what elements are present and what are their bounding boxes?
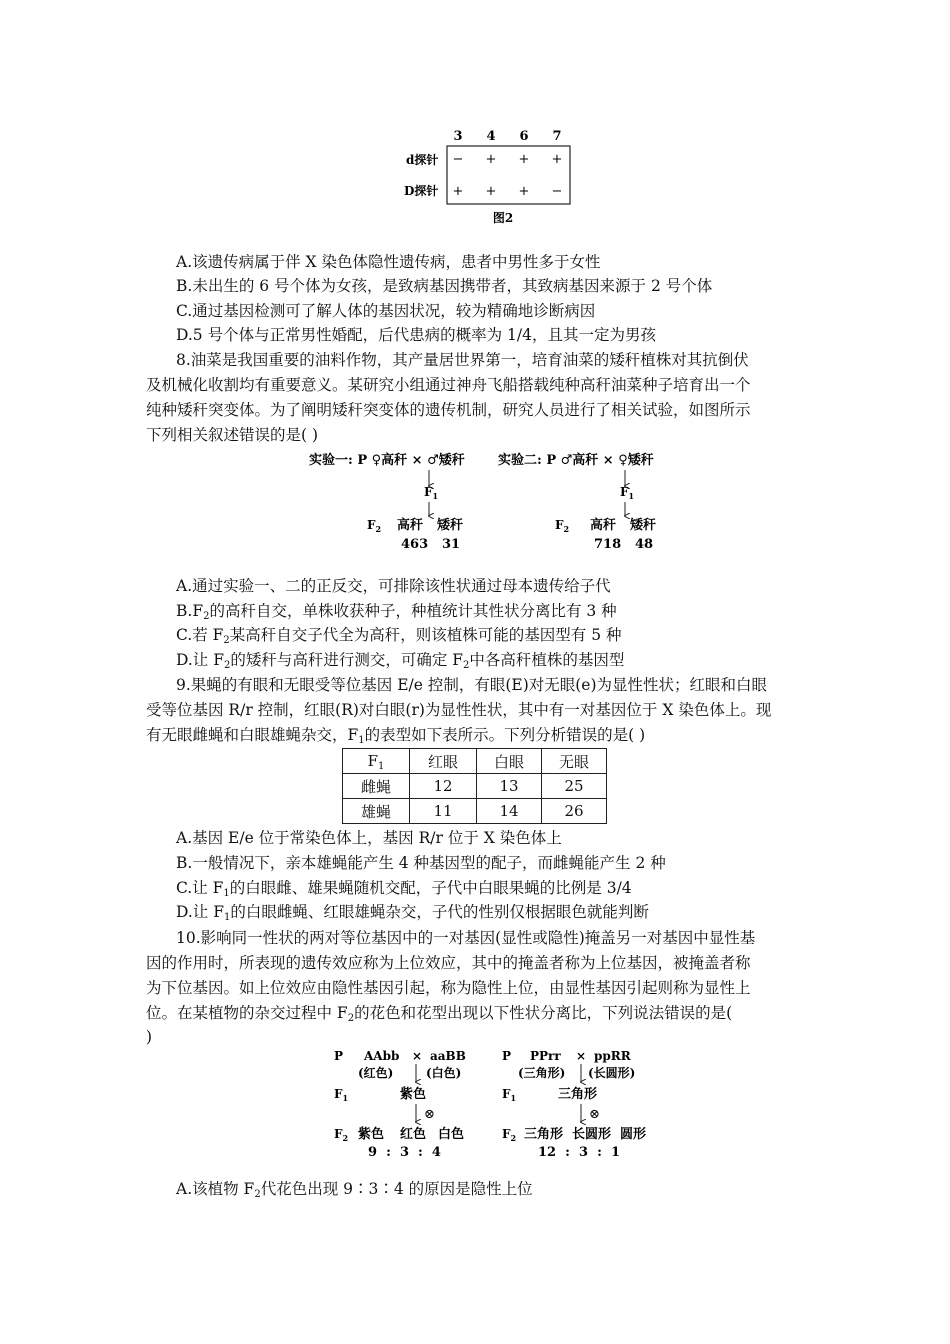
q10-stem-line-1: 10.影响同一性状的两对等位基因中的一对基因(显性或隐性)掩盖另一对基因中显性基	[176, 929, 756, 947]
cross2-parent1: PPrr	[530, 1049, 561, 1063]
fig2-row-D-v1: +	[452, 184, 464, 199]
q8-option-d: D.让 F2的矮秆与高秆进行测交，可确定 F2中各高秆植株的基因型	[176, 651, 625, 671]
q10-stem-line-5: )	[146, 1028, 153, 1046]
cross2-f1-value: 三角形	[558, 1087, 598, 1102]
cross2-p: P	[502, 1049, 512, 1063]
q9-option-d: D.让 F1的白眼雌蝇、红眼雄蝇杂交，子代的性别仅根据眼色就能判断	[176, 903, 649, 923]
cross1-f1-value: 紫色	[400, 1087, 427, 1102]
q7-option-d: D.5 号个体与正常男性婚配，后代患病的概率为 1/4，且其一定为男孩	[176, 326, 656, 344]
q7-option-a: A.该遗传病属于伴 X 染色体隐性遗传病，患者中男性多于女性	[176, 253, 601, 271]
cross1-f2: $F_2$	[334, 1127, 349, 1143]
exp1-tall-count: 463	[401, 537, 429, 552]
table-row	[343, 774, 607, 799]
q7-option-b: B.未出生的 6 号个体为女孩，是致病基因携带者，其致病基因来源于 2 号个体	[176, 277, 713, 295]
table-cell: 14	[477, 799, 542, 824]
cross2-f1: $F_1$	[502, 1087, 517, 1103]
q8-stem-line-4: 下列相关叙述错误的是( )	[146, 426, 319, 444]
fig2-col-7: 7	[552, 129, 562, 144]
cross2-ratio: 12 : 3 : 1	[538, 1145, 620, 1158]
q10-option-a: A.该植物 F2代花色出现 9∶3∶4 的原因是隐性上位	[176, 1180, 533, 1200]
fig2-row-d-v3: +	[518, 152, 530, 167]
cross1-self-symbol: ⊗	[424, 1107, 435, 1122]
table-cell: 25	[542, 774, 607, 799]
fig2-row-d-v4: +	[551, 152, 563, 167]
fig2-row-D-label: D探针	[404, 184, 439, 198]
table-row	[343, 799, 607, 824]
fig2-col-4: 4	[486, 129, 496, 144]
q10-stem-line-4: 位。在某植物的杂交过程中 F2的花色和花型出现以下性状分离比，下列说法错误的是(	[146, 1004, 733, 1024]
q9-stem-line-2: 受等位基因 R/r 控制，红眼(R)对白眼(r)为显性性状，其中有一对基因位于 X 染色体上。现	[146, 701, 772, 719]
cross1-parent1: AAbb	[364, 1049, 400, 1063]
exp2-tall-label: 高秆	[590, 518, 617, 533]
q10-stem-line-2: 因的作用时，所表现的遗传效应称为上位效应，其中的掩盖者称为上位基因，被掩盖者称	[146, 954, 751, 972]
exp2-short-label: 矮秆	[630, 518, 657, 533]
q9-option-b: B.一般情况下，亲本雄蝇能产生 4 种基因型的配子，而雌蝇能产生 2 种	[176, 854, 666, 872]
q8-experiment-diagram	[305, 448, 685, 556]
fig2-row-D-v4: −	[551, 184, 563, 199]
q8-option-b: B.F2的高秆自交，单株收获种子，种植统计其性状分离比有 3 种	[176, 602, 617, 622]
exp1-title: 实验一: P ♀高秆 × ♂矮秆	[309, 453, 465, 468]
fig2-row-D-v3: +	[518, 184, 530, 199]
cross1-ratio: 9 : 3 : 4	[368, 1145, 441, 1158]
cross2-f2-triangle: 三角形	[524, 1127, 564, 1142]
exp1-short-label: 矮秆	[437, 518, 464, 533]
table-cell: 13	[477, 774, 542, 799]
table-header-white: 白眼	[477, 749, 542, 774]
cross2-x: ×	[576, 1049, 587, 1063]
table-cell: 11	[410, 799, 477, 824]
fig2-row-d-v2: +	[485, 152, 497, 167]
table-header-eyeless: 无眼	[542, 749, 607, 774]
q8-stem-line-2: 及机械化收割均有重要意义。某研究小组通过神舟飞船搭载纯种高秆油菜种子培育出一个	[146, 376, 751, 394]
q7-option-c: C.通过基因检测可了解人体的基因状况，较为精确地诊断病因	[176, 302, 596, 320]
cross1-f2-red: 红色	[400, 1127, 427, 1142]
cross2-parent2-label: (长圆形)	[588, 1066, 636, 1080]
q8-stem-line-3: 纯种矮秆突变体。为了阐明矮秆突变体的遗传机制，研究人员进行了相关试验，如图所示	[146, 401, 751, 419]
exp2-tall-count: 718	[594, 537, 622, 552]
q8-stem-line-1: 8.油菜是我国重要的油料作物，其产量居世界第一，培育油菜的矮秆植株对其抗倒伏	[176, 351, 749, 369]
q10-stem-line-3: 为下位基因。如上位效应由隐性基因引起，称为隐性上位，由显性基因引起则称为显性上	[146, 979, 751, 997]
q9-stem-line-1: 9.果蝇的有眼和无眼受等位基因 E/e 控制，有眼(E)对无眼(e)为显性性状；红眼和白眼	[176, 676, 768, 694]
exp2-title: 实验二: P ♂高秆 × ♀矮秆	[498, 453, 654, 468]
cross1-p: P	[334, 1049, 344, 1063]
table-cell: 雌蝇	[343, 774, 410, 799]
table-cell: 12	[410, 774, 477, 799]
table-header-red: 红眼	[410, 749, 477, 774]
fig2-col-3: 3	[453, 129, 463, 144]
fig2-row-d-v1: −	[452, 152, 464, 167]
q9-option-a: A.基因 E/e 位于常染色体上，基因 R/r 位于 X 染色体上	[176, 829, 562, 847]
cross1-parent2-label: (白色)	[426, 1066, 462, 1080]
q9-phenotype-table	[342, 748, 607, 824]
cross1-f2-white: 白色	[438, 1127, 465, 1142]
cross2-f2-oblong: 长圆形	[572, 1127, 612, 1142]
exp2-f1-label: $F_1$	[620, 485, 635, 501]
cross2-self-symbol: ⊗	[589, 1107, 600, 1122]
table-header-row	[343, 749, 607, 774]
cross1-f2-purple: 紫色	[358, 1127, 385, 1142]
exp1-short-count: 31	[442, 537, 461, 552]
q10-cross-diagram	[330, 1046, 660, 1158]
fig2-col-6: 6	[519, 129, 529, 144]
table-cell: 26	[542, 799, 607, 824]
cross2-f2: $F_2$	[502, 1127, 517, 1143]
cross2-parent2: ppRR	[594, 1049, 631, 1063]
cross2-f2-round: 圆形	[620, 1127, 647, 1142]
cross1-parent2: aaBB	[430, 1049, 466, 1063]
table-header-f1: $F_1$	[343, 749, 410, 774]
figure-2-probe-diagram	[400, 124, 590, 230]
fig2-row-d-label: d探针	[406, 153, 439, 167]
cross1-parent1-label: (红色)	[358, 1066, 394, 1080]
fig2-row-D-v2: +	[485, 184, 497, 199]
cross1-x: ×	[412, 1049, 423, 1063]
q9-option-c: C.让 F1的白眼雌、雄果蝇随机交配，子代中白眼果蝇的比例是 3/4	[176, 879, 632, 899]
exp1-f2-label: $F_2$	[367, 518, 382, 534]
exp1-tall-label: 高秆	[397, 518, 424, 533]
cross2-parent1-label: (三角形)	[518, 1066, 566, 1080]
table-cell: 雄蝇	[343, 799, 410, 824]
fig2-caption: 图2	[492, 211, 514, 225]
q9-stem-line-3: 有无眼雌蝇和白眼雄蝇杂交，F1的表型如下表所示。下列分析错误的是( )	[146, 726, 646, 746]
exp1-f1-label: $F_1$	[424, 485, 439, 501]
exp2-short-count: 48	[635, 537, 654, 552]
q8-option-a: A.通过实验一、二的正反交，可排除该性状通过母本遗传给子代	[176, 577, 611, 595]
cross1-f1: $F_1$	[334, 1087, 349, 1103]
exp2-f2-label: $F_2$	[555, 518, 570, 534]
q8-option-c: C.若 F2某高秆自交子代全为高秆，则该植株可能的基因型有 5 种	[176, 626, 622, 646]
